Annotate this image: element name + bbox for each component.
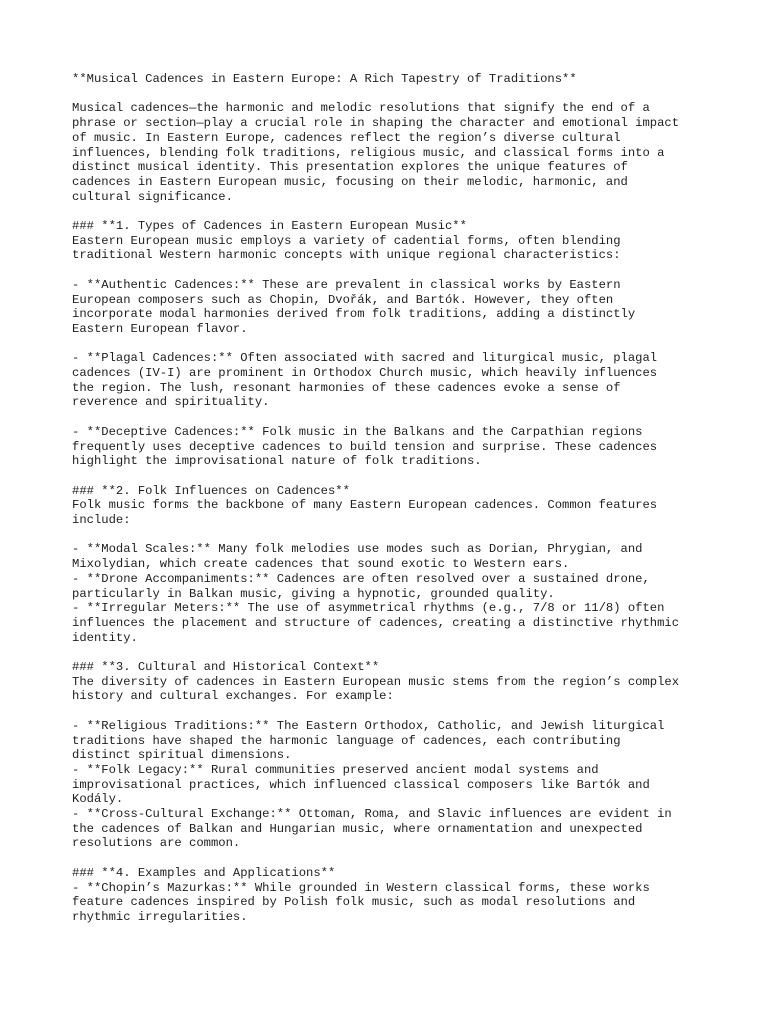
document-paragraph [72,351,712,410]
text-line: influences, blending folk traditions, religious music, and classical forms into a [72,145,665,160]
text-line: highlight the improvisational nature of folk traditions. [72,454,482,469]
text-line: the cadences of Balkan and Hungarian music, where ornamentation and unexpected [72,821,643,836]
text-line: Musical cadences—the harmonic and melodic resolutions that signify the end of a [72,101,650,116]
text-line: distinct musical identity. This presentation explores the unique features of [72,160,628,175]
text-line: Mixolydian, which create cadences that sound exotic to Western ears. [72,557,570,572]
document-paragraph [72,542,712,645]
text-line: traditions have shaped the harmonic language of cadences, each contributing [72,733,621,748]
document-paragraph [72,719,712,851]
text-line: incorporate modal harmonies derived from folk traditions, adding a distinctly [72,307,636,322]
text-line: reverence and spirituality. [72,395,270,410]
text-line: rhythmic irregularities. [72,909,248,924]
document-paragraph [72,660,712,704]
text-line: - **Folk Legacy:** Rural communities preserved ancient modal systems and [72,762,599,777]
text-line: history and cultural exchanges. For example: [72,689,394,704]
text-line: - **Plagal Cadences:** Often associated with sacred and liturgical music, plagal [72,351,658,366]
text-line: - **Drone Accompaniments:** Cadences are often resolved over a sustained drone, [72,571,650,586]
document-paragraph [72,866,712,925]
text-line: cadences (IV-I) are prominent in Orthodox Church music, which heavily influences [72,366,658,380]
text-line: the region. The lush, resonant harmonies of these cadences evoke a sense of [72,380,621,395]
text-line: The diversity of cadences in Eastern European music stems from the region’s complex [72,674,680,689]
text-line: Eastern European music employs a variety of cadential forms, often blending [72,233,621,248]
text-line: - **Cross-Cultural Exchange:** Ottoman, Roma, and Slavic influences are evident in [72,807,672,822]
text-line: Eastern European flavor. [72,321,248,336]
text-line: resolutions are common. [72,836,241,851]
text-line: - **Deceptive Cadences:** Folk music in the Balkans and the Carpathian regions [72,424,643,439]
text-line: include: [72,513,131,527]
text-line: - **Chopin’s Mazurkas:** While grounded in Western classical forms, these works [72,880,650,895]
document-paragraph [72,278,712,337]
text-line: traditional Western harmonic concepts with unique regional characteristics: [72,248,621,263]
text-line: phrase or section—play a crucial role in shaping the character and emotional impact [72,116,680,131]
text-line: ### **4. Examples and Applications** [72,865,336,880]
text-line: of music. In Eastern Europe, cadences reflect the region’s diverse cultural [72,130,621,145]
text-line: cadences in Eastern European music, focusing on their melodic, harmonic, and [72,174,628,189]
text-line: Kodály. [72,792,124,807]
document-paragraph [72,101,712,204]
text-line: influences the placement and structure of cadences, creating a distinctive rhythmic [72,615,680,630]
text-line: particularly in Balkan music, giving a hypnotic, grounded quality. [72,586,555,601]
text-line: improvisational practices, which influenced classical composers like Bartók and [72,777,650,792]
text-line: - **Modal Scales:** Many folk melodies use modes such as Dorian, Phrygian, and [72,542,643,557]
document-paragraph [72,484,712,528]
text-line: - **Authentic Cadences:** These are prevalent in classical works by Eastern [72,277,621,292]
text-line: **Musical Cadences in Eastern Europe: A Rich Tapestry of Traditions** [72,72,577,86]
text-line: - **Religious Traditions:** The Eastern Orthodox, Catholic, and Jewish liturgical [72,718,665,733]
text-line: cultural significance. [72,189,233,204]
document-title [72,72,712,87]
text-line: ### **3. Cultural and Historical Context** [72,660,380,674]
text-line: Folk music forms the backbone of many Eastern European cadences. Common features [72,498,658,513]
text-line: European composers such as Chopin, Dvořák, and Bartók. However, they often [72,292,614,307]
document-paragraph [72,219,712,263]
document-paragraph [72,425,712,469]
document-page [72,72,712,939]
text-line: ### **1. Types of Cadences in Eastern European Music** [72,219,467,233]
text-line: ### **2. Folk Influences on Cadences** [72,483,350,498]
text-line: feature cadences inspired by Polish folk music, such as modal resolutions and [72,895,636,910]
text-line: distinct spiritual dimensions. [72,748,292,763]
text-line: - **Irregular Meters:** The use of asymmetrical rhythms (e.g., 7/8 or 11/8) often [72,601,665,616]
text-line: identity. [72,630,138,645]
text-line: frequently uses deceptive cadences to build tension and surprise. These cadences [72,439,658,454]
